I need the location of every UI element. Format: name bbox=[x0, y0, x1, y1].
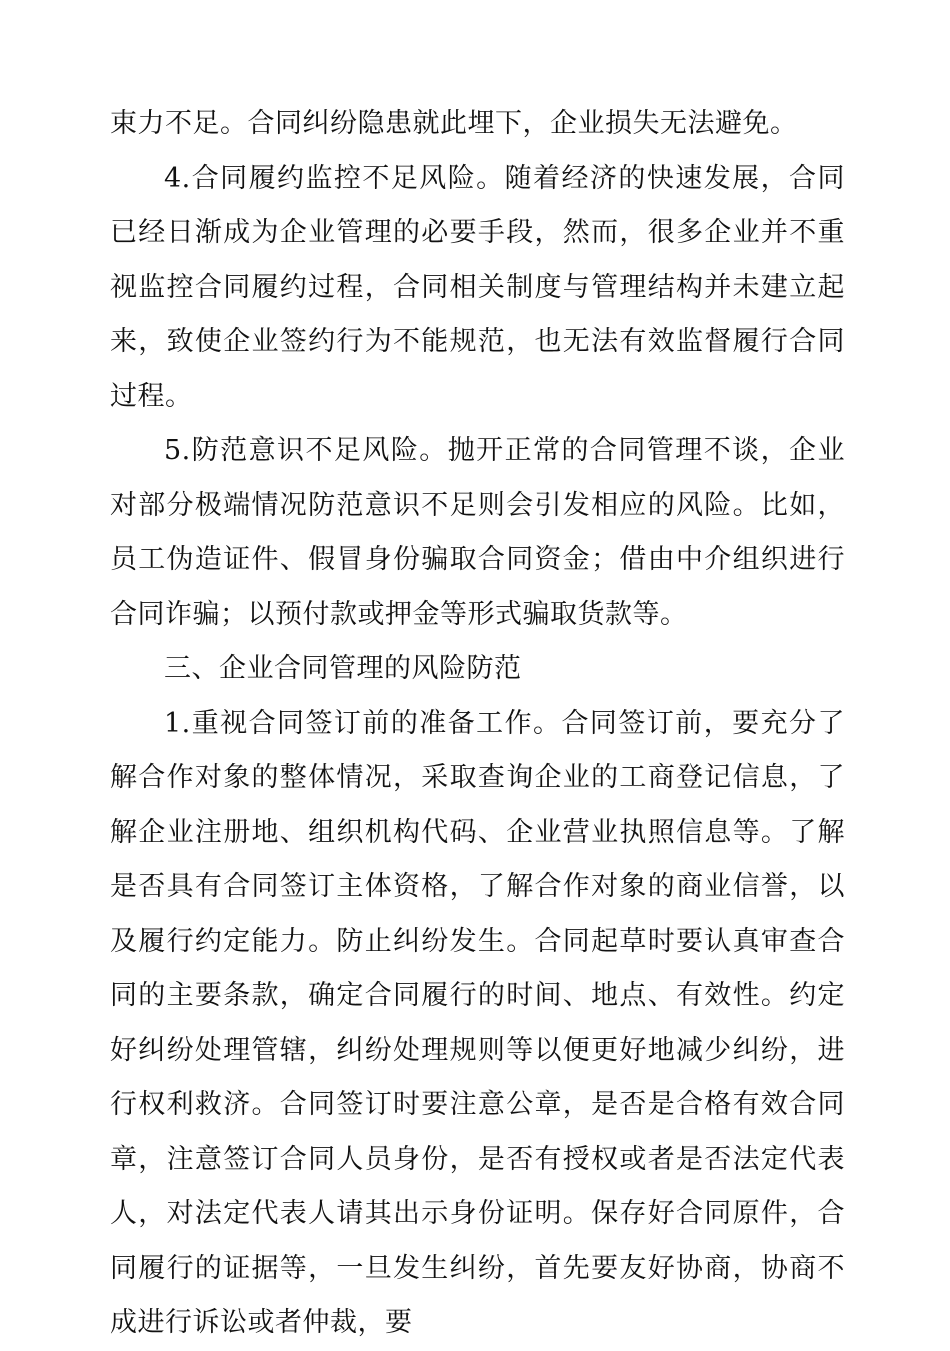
section-heading-3: 三、企业合同管理的风险防范 bbox=[164, 653, 522, 684]
body-text bbox=[110, 97, 845, 1351]
paragraph-continuation: 束力不足。合同纠纷隐患就此埋下，企业损失无法避免。 bbox=[110, 108, 798, 139]
paragraph-section3-item-1: 1.重视合同签订前的准备工作。合同签订前，要充分了解合作对象的整体情况，采取查询企业的工商登记信息，了解企业注册地、组织机构代码、企业营业执照信息等。了解是否具有合同签订主体资格，了解合作对象的商业信誉，以及履行约定能力。防止纠纷发生。合同起草时要认真审查合同的主要条款，确定合同履行的时间、地点、有效性。约定好纠纷处理管辖，纠纷处理规则等以便更好地减少纠纷，进行权利救济。合同签订时要注意公章，是否是合格有效合同章，注意签订合同人员身份，是否有授权或者是否法定代表人，对法定代表人请其出示身份证明。保存好合同原件，合同履行的证据等，一旦发生纠纷，首先要友好协商，协商不成进行诉讼或者仲裁，要 bbox=[110, 707, 845, 1338]
paragraph-item-5: 5.防范意识不足风险。抛开正常的合同管理不谈，企业对部分极端情况防范意识不足则会引发相应的风险。比如，员工伪造证件、假冒身份骗取合同资金；借由中介组织进行合同诈骗；以预付款或押金等形式骗取货款等。 bbox=[110, 435, 845, 630]
paragraph-item-4: 4.合同履约监控不足风险。随着经济的快速发展，合同已经日渐成为企业管理的必要手段，然而，很多企业并不重视监控合同履约过程，合同相关制度与管理结构并未建立起来，致使企业签约行为不能规范，也无法有效监督履行合同过程。 bbox=[110, 162, 845, 412]
